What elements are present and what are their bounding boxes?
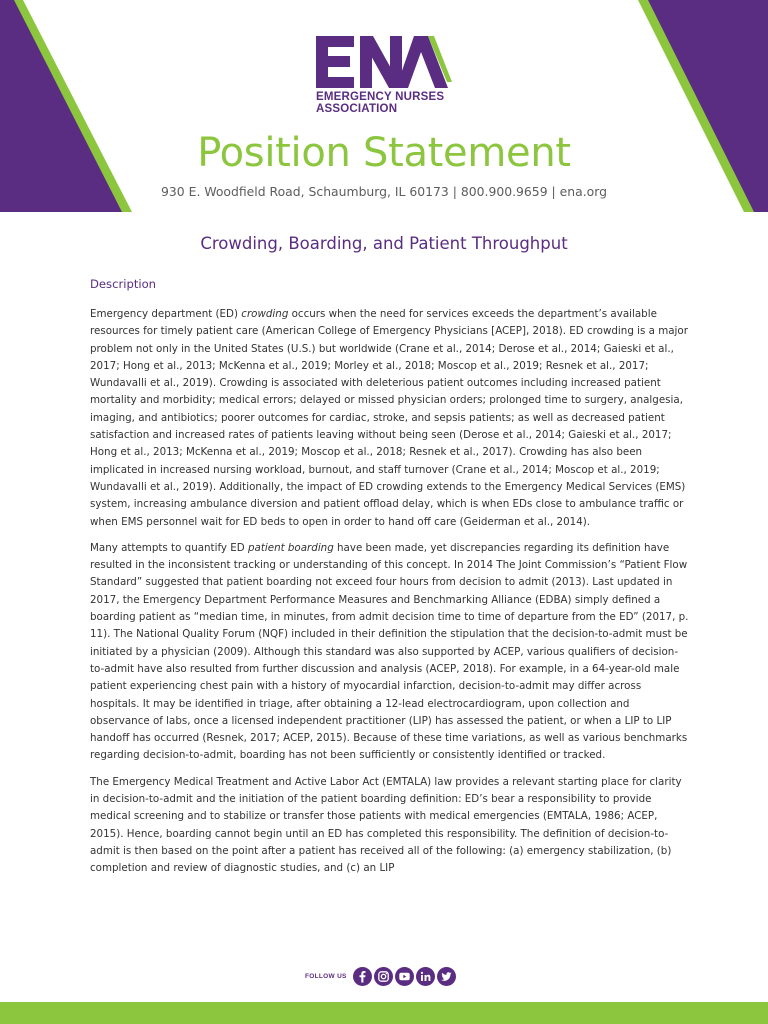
term-patient-boarding: patient boarding <box>247 541 334 554</box>
logo-org-line-1: EMERGENCY NURSES <box>316 91 445 103</box>
paragraph-1 <box>90 306 690 531</box>
ena-logo-mark <box>316 36 452 88</box>
linkedin-icon[interactable] <box>416 967 435 986</box>
twitter-icon[interactable] <box>437 967 456 986</box>
document-body <box>90 306 690 887</box>
follow-us-bar <box>305 964 456 988</box>
ena-logo <box>316 36 456 115</box>
paragraph-1-text-b: occurs when the need for services exceeds the department’s available resources for timely patient care (American College of Emergency Physicians [ACEP], 2018). ED crowding is a major problem not only in the United States (U.S.) but worldwide (Crane et al., 2014; Derose et al., 2014; Gaieski et al., 2017; Hong et al., 2013; McKenna et al., 2019; Morley et al., 2018; Moscop et al., 2019; Resnek et al., 2017; Wundavalli et al., 2019). Crowding is associated with deleterious patient outcomes including increased patient mortality and morbidity; medical errors; delayed or missed physician orders; prolonged time to surgery, analgesia, imaging, and antibiotics; poorer outcomes for cardiac, stroke, and sepsis patients; as well as decreased patient satisfaction and increased rates of patients leaving without being seen (Derose et al., 2014; Gaieski et al., 2017; Hong et al., 2013; McKenna et al., 2019; Moscop et al., 2018; Resnek et al., 2017). Crowding has also been implicated in increased nursing workload, burnout, and staff turnover (Crane et al., 2014; Moscop et al., 2019; Wundavalli et al., 2019). Additionally, the impact of ED crowding extends to the Emergency Medical Services (EMS) system, increasing ambulance diversion and patient offload delay, which is when EDs close to ambulance traffic or when EMS personnel wait for ED beds to open in order to hand off care (Geiderman et al., 2014). <box>90 308 688 528</box>
paragraph-3: The Emergency Medical Treatment and Active Labor Act (EMTALA) law provides a relevant starting place for clarity in decision-to-admit and the initiation of the patient boarding definition: ED’s bear a responsibility to provide medical screening and to stabilize or transfer those patients with medical emergencies (EMTALA, 1986; ACEP, 2015). Hence, boarding cannot begin until an ED has completed this responsibility. The definition of decision-to-admit is then based on the point after a patient has received all of the following: (a) emergency stabilization, (b) completion and review of diagnostic studies, and (c) an LIP <box>90 775 682 875</box>
paragraph-2-text-a: Many attempts to quantify ED <box>90 541 248 554</box>
bottom-accent-bar <box>0 1002 768 1024</box>
paragraph-2 <box>90 540 690 765</box>
instagram-icon[interactable] <box>374 967 393 986</box>
facebook-icon[interactable] <box>353 967 372 986</box>
corner-triangle-right <box>638 0 768 212</box>
section-heading-description: Description <box>90 277 157 291</box>
page-title: Position Statement <box>197 130 571 176</box>
contact-address: 930 E. Woodfield Road, Schaumburg, IL 60173 | 800.900.9659 | ena.org <box>161 184 607 199</box>
youtube-icon[interactable] <box>395 967 414 986</box>
follow-us-label: FOLLOW US <box>305 972 347 980</box>
paragraph-1-text-a: Emergency department (ED) <box>90 308 242 320</box>
logo-org-line-2: ASSOCIATION <box>316 103 398 115</box>
corner-triangle-left <box>0 0 132 212</box>
document-title: Crowding, Boarding, and Patient Throughput <box>200 234 568 253</box>
term-crowding: crowding <box>241 308 289 320</box>
paragraph-2-text-b: have been made, yet discrepancies regarding its definition have resulted in the inconsistent tracking or understanding of this concept. In 2014 The Joint Commission’s “Patient Flow Standard” suggested that patient boarding not exceed four hours from decision to admit (2013). Last updated in 2017, the Emergency Department Performance Measures and Benchmarking Alliance (EDBA) simply defined a boarding patient as “median time, in minutes, from admit decision time to time of departure from the ED” (2017, p. 11). The National Quality Forum (NQF) included in their definition the stipulation that the decision-to-admit must be initiated by a physician (2009). Although this standard was also supported by ACEP, various qualifiers of decision-to-admit have also resulted from further discussion and analysis (ACEP, 2018). For example, in a 64-year-old male patient experiencing chest pain with a history of myocardial infarction, decision-to-admit may differ across hospitals. It may be identified in triage, after obtaining a 12-lead electrocardiogram, upon collection and observance of labs, once a licensed independent practitioner (LIP) has assessed the patient, or when a LIP to LIP handoff has occurred (Resnek, 2017; ACEP, 2015). Because of these time variations, as well as various benchmarks regarding decision-to-admit, boarding has not been sufficiently or consistently identified or tracked. <box>90 541 689 762</box>
